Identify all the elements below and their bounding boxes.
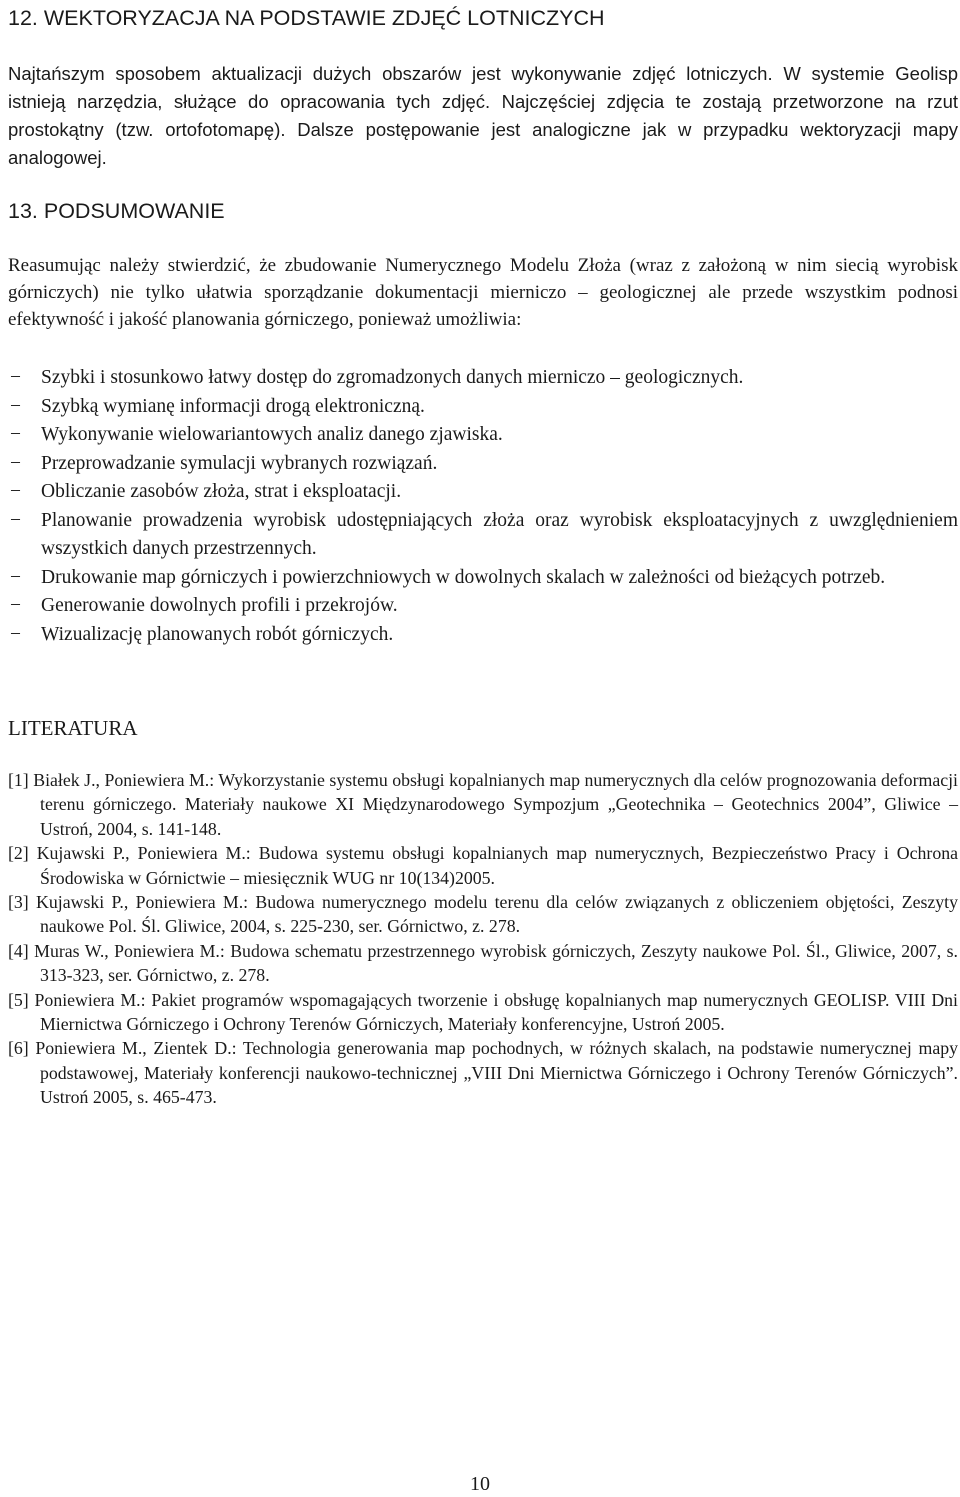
dash-bullet-icon: − xyxy=(10,395,21,417)
section-12-heading: 12. WEKTORYZACJA NA PODSTAWIE ZDJĘĆ LOTNICZYCH xyxy=(8,6,605,30)
dash-bullet-icon: − xyxy=(10,481,21,502)
dash-bullet-icon: − xyxy=(10,623,21,645)
list-item-text: Wykonywanie wielowariantowych analiz danego zjawiska. xyxy=(41,424,503,445)
list-item xyxy=(8,393,958,422)
page-number: 10 xyxy=(470,1473,490,1495)
list-item xyxy=(8,364,958,393)
dash-bullet-icon: − xyxy=(10,509,21,531)
dash-bullet-icon: − xyxy=(10,566,21,588)
list-item-text: Szybką wymianę informacji drogą elektroniczną. xyxy=(41,395,425,417)
list-item-text: Obliczanie zasobów złoża, strat i eksploatacji. xyxy=(41,481,402,502)
list-item xyxy=(8,592,958,621)
section-12-paragraph: Najtańszym sposobem aktualizacji dużych obszarów jest wykonywanie zdjęć lotniczych. W systemie Geolisp istnieją narzędzia, służące do opracowania tych zdjęć. Najczęściej zdjęcia te zostają przetworzone na rzut prostokątny (tzw. ortofotomapę). Dalsze postępowanie jest analogiczne jak w przypadku wektoryzacji mapy analogowej. xyxy=(8,63,958,168)
reference-item: [2] Kujawski P., Poniewiera M.: Budowa systemu obsługi kopalnianych map numerycznych, Bezpieczeństwo Pracy i Ochrona Środowiska w Górnictwie – miesięcznik WUG nr 10(134)2005. xyxy=(8,843,958,888)
list-item xyxy=(8,621,958,650)
list-item xyxy=(8,478,958,507)
dash-bullet-icon: − xyxy=(10,367,21,388)
reference-item: [3] Kujawski P., Poniewiera M.: Budowa numerycznego modelu terenu dla celów związanych z obliczeniem objętości, Zeszyty naukowe Pol. Śl. Gliwice, 2004, s. 225-230, ser. Górnictwo, z. 278. xyxy=(8,892,958,937)
reference-item: [1] Białek J., Poniewiera M.: Wykorzystanie systemu obsługi kopalnianych map numerycznych dla celów prognozowania deformacji terenu górniczego. Materiały naukowe XI Międzynarodowego Sympozjum „Geotechnika – Geotechnics 2004”, Gliwice – Ustroń, 2004, s. 141-148. xyxy=(8,770,958,839)
list-item-text: Przeprowadzanie symulacji wybranych rozwiązań. xyxy=(41,452,438,474)
dash-bullet-icon: − xyxy=(10,595,21,616)
list-item xyxy=(8,507,958,564)
reference-item: [4] Muras W., Poniewiera M.: Budowa schematu przestrzennego wyrobisk górniczych, Zeszyty naukowe Pol. Śl., Gliwice, 2007, s. 313-323, ser. Górnictwo, z. 278. xyxy=(8,940,958,986)
dash-bullet-icon: − xyxy=(10,424,21,445)
capabilities-list xyxy=(8,364,958,649)
section-13-paragraph: Reasumując należy stwierdzić, że zbudowanie Numerycznego Modelu Złoża (wraz z założoną w nim siecią wyrobisk górniczych) nie tylko ułatwia sporządzanie dokumentacji mierniczo – geologicznej ale przede wszystkim podnosi efektywność i jakość planowania górniczego, ponieważ umożliwia: xyxy=(8,255,958,330)
list-item xyxy=(8,450,958,479)
list-item-text: Planowanie prowadzenia wyrobisk udostępniających złoża oraz wyrobisk eksploatacyjnych z uwzględnieniem wszystkich danych przestrzennych. xyxy=(41,509,958,559)
list-item-text: Drukowanie map górniczych i powierzchniowych w dowolnych skalach w zależności od bieżących potrzeb. xyxy=(41,566,886,588)
reference-item: [6] Poniewiera M., Zientek D.: Technologia generowania map pochodnych, w różnych skalach, na podstawie numerycznej mapy podstawowej, Materiały konferencji naukowo-technicznej „VIII Dni Miernictwa Górniczego i Ochrony Terenów Górniczych”. Ustroń 2005, s. 465-473. xyxy=(8,1038,958,1108)
list-item xyxy=(8,564,958,593)
list-item-text: Generowanie dowolnych profili i przekrojów. xyxy=(41,595,398,616)
section-13-heading: 13. PODSUMOWANIE xyxy=(8,199,225,223)
list-item-text: Szybki i stosunkowo łatwy dostęp do zgromadzonych danych mierniczo – geologicznych. xyxy=(41,367,744,388)
list-item-text: Wizualizację planowanych robót górniczych. xyxy=(41,623,394,645)
literature-heading: LITERATURA xyxy=(8,716,138,740)
list-item xyxy=(8,421,958,450)
reference-item: [5] Poniewiera M.: Pakiet programów wspomagających tworzenie i obsługę kopalnianych map numerycznych GEOLISP. VIII Dni Miernictwa Górniczego i Ochrony Terenów Górniczych, Materiały konferencyjne, Ustroń 2005. xyxy=(8,989,958,1035)
reference-list xyxy=(8,768,958,1110)
dash-bullet-icon: − xyxy=(10,452,21,474)
